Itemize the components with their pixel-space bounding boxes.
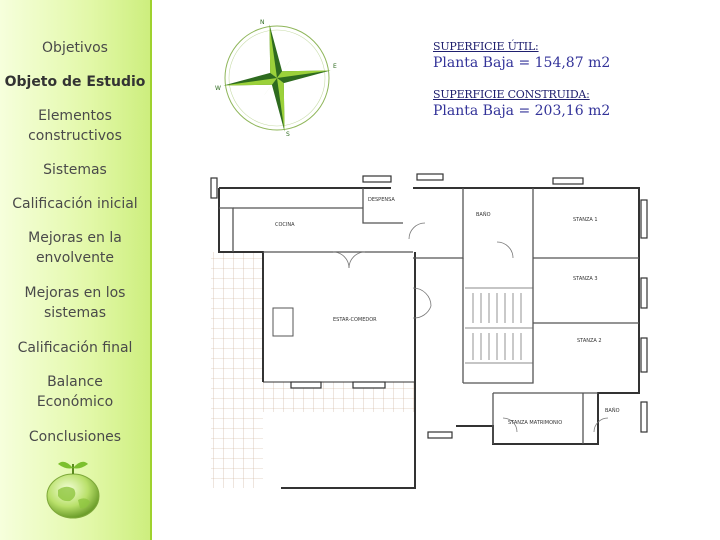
room-label-cocina: COCINA <box>275 222 295 228</box>
room-label-stanza2: STANZA 2 <box>577 338 602 344</box>
room-label-stanza-matrimonio: STANZA MATRIMONIO <box>508 420 563 426</box>
room-label-bano: BAÑO <box>476 212 491 218</box>
built-surface-value: Planta Baja = 203,16 m2 <box>433 103 611 119</box>
compass-label-n: N <box>260 19 265 26</box>
compass-label-e: E <box>333 63 337 70</box>
compass-label-w: W <box>215 85 221 92</box>
room-label-estar: ESTAR-COMEDOR <box>333 317 377 323</box>
compass-rose-icon <box>213 16 341 140</box>
nav-item-objetivos[interactable]: Objetivos <box>42 40 108 56</box>
nav-item-objeto-de-estudio[interactable]: Objeto de Estudio <box>4 74 146 90</box>
sidebar-nav <box>0 0 152 540</box>
room-label-bano-2: BAÑO <box>605 408 620 414</box>
nav-item-calificacion-inicial[interactable]: Calificación inicial <box>12 196 138 212</box>
nav-item-balance-economico[interactable]: Balance Económico <box>36 374 114 410</box>
room-label-despensa: DESPENSA <box>368 197 395 203</box>
nav-item-conclusiones[interactable]: Conclusiones <box>28 429 122 445</box>
nav-item-mejoras-sistemas[interactable]: Mejoras en los sistemas <box>24 285 126 321</box>
room-label-stanza1: STANZA 1 <box>573 217 598 223</box>
nav-item-calificacion-final[interactable]: Calificación final <box>17 340 133 356</box>
nav-item-sistemas[interactable]: Sistemas <box>43 162 107 178</box>
useful-surface-heading: SUPERFICIE ÚTIL: <box>433 40 539 53</box>
nav-item-mejoras-envolvente[interactable]: Mejoras en la envolvente <box>28 230 122 266</box>
built-surface-heading: SUPERFICIE CONSTRUIDA: <box>433 88 590 101</box>
terrace-area <box>211 252 263 488</box>
nav-item-elementos-constructivos[interactable]: Elementos constructivos <box>28 108 122 144</box>
eco-globe-icon <box>38 456 108 522</box>
room-label-stanza3: STANZA 3 <box>573 276 598 282</box>
compass-label-s: S <box>286 131 290 138</box>
terrace-strip <box>263 382 415 412</box>
floor-plan <box>203 168 655 498</box>
useful-surface-value: Planta Baja = 154,87 m2 <box>433 55 611 71</box>
